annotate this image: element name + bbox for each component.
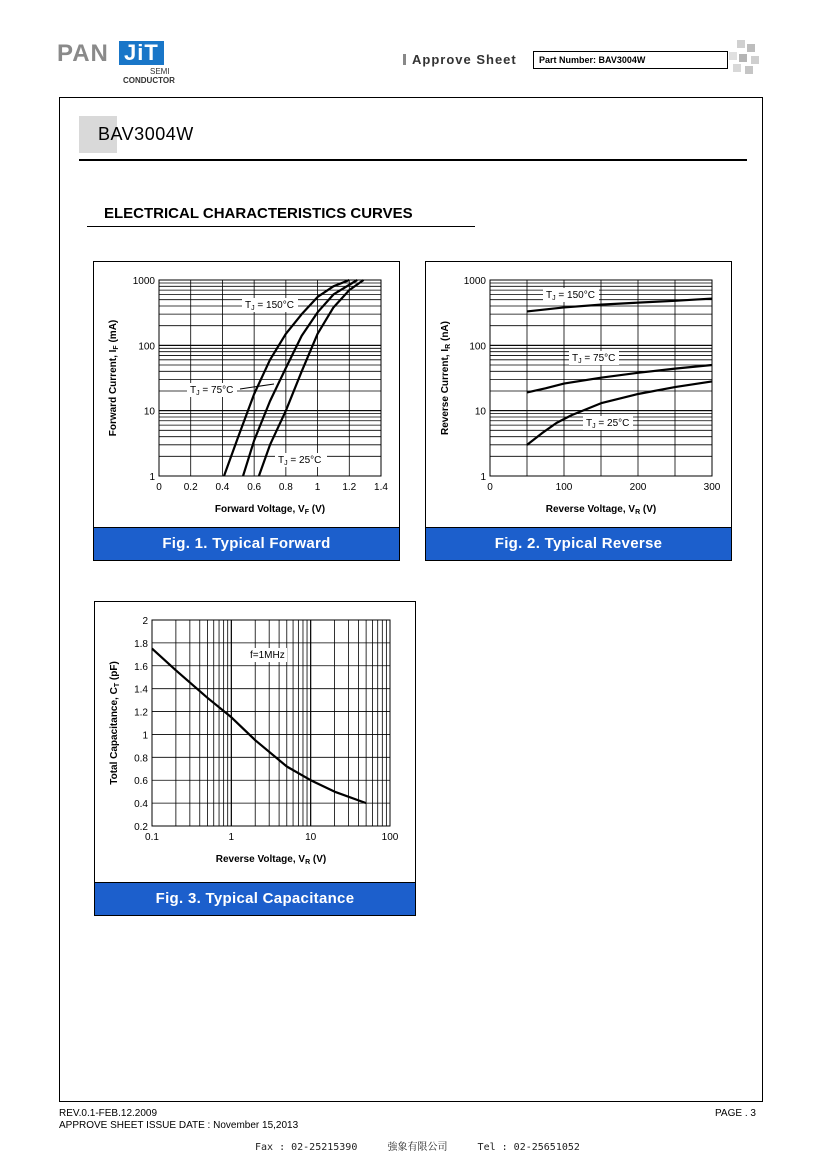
y-tick-label: 100 <box>138 341 155 353</box>
x-tick-label: 300 <box>703 482 721 493</box>
y-tick-label: 1 <box>480 472 486 483</box>
x-tick-label: 0.4 <box>215 482 230 493</box>
logo-word-jit: JiT <box>119 41 164 65</box>
figure-caption: Fig. 2. Typical Reverse <box>426 527 731 560</box>
figure-capacitance <box>94 601 416 916</box>
y-tick-label: 1 <box>149 472 155 483</box>
approve-bar-icon <box>403 54 406 65</box>
logo-word-pan: PAN <box>57 40 109 67</box>
x-axis-label: Forward Voltage, $V_F$ (V) <box>214 504 326 516</box>
figure-caption: Fig. 3. Typical Capacitance <box>95 882 415 915</box>
x-tick-label: 1 <box>228 832 235 843</box>
x-tick-label: 0.8 <box>278 482 293 493</box>
y-tick-label: 1 <box>142 730 148 742</box>
y-tick-label: 10 <box>143 406 155 418</box>
annotation-label: f=1MHz <box>250 650 285 661</box>
figure-reverse <box>425 261 732 561</box>
y-tick-label: 1.4 <box>134 684 148 696</box>
annotation-label: $T_J = 150^\circ C$ <box>546 290 595 302</box>
y-tick-label: 0.2 <box>134 822 148 833</box>
x-tick-label: 200 <box>629 482 647 493</box>
y-tick-label: 0.6 <box>134 776 148 788</box>
figure-forward <box>93 261 400 561</box>
page-frame <box>59 97 763 1102</box>
y-tick-label: 1.8 <box>134 638 148 650</box>
forward-chart <box>94 262 399 527</box>
page-number: PAGE . 3 <box>715 1108 756 1119</box>
x-tick-label: 1.2 <box>342 482 357 493</box>
x-tick-label: 0.1 <box>145 832 159 843</box>
annotation-label: $T_J = 75^\circ C$ <box>190 385 234 397</box>
y-tick-label: 1000 <box>132 276 155 287</box>
x-tick-label: 100 <box>555 482 573 493</box>
series-line <box>527 365 712 392</box>
figure-caption: Fig. 1. Typical Forward <box>94 527 399 560</box>
x-tick-label: 0 <box>156 482 162 493</box>
y-tick-label: 100 <box>469 341 486 353</box>
x-tick-label: 0.2 <box>183 482 198 493</box>
x-tick-label: 1.4 <box>374 482 388 493</box>
annotation-label: $T_J = 75^\circ C$ <box>572 353 616 365</box>
approve-sheet-label: Approve Sheet <box>403 52 517 67</box>
y-tick-label: 1.6 <box>134 661 148 673</box>
checker-decoration-icon <box>725 40 761 76</box>
contact-line: Fax : 02-25215390 強象有限公司 Tel : 02-25651052 <box>255 1142 580 1153</box>
y-axis-label: Forward Current, $I_F$ (mA) <box>108 319 120 437</box>
y-tick-label: 2 <box>142 616 148 627</box>
x-tick-label: 0 <box>487 482 493 493</box>
logo-conductor: CONDUCTOR <box>123 76 175 85</box>
issue-date-label: APPROVE SHEET ISSUE DATE : November 15,2013 <box>59 1120 299 1131</box>
document-title: BAV3004W <box>98 124 194 144</box>
title-rule <box>79 159 747 161</box>
y-axis-label: Reverse Current, $I_R$ (nA) <box>440 321 452 435</box>
x-axis-label: Reverse Voltage, $V_R$ (V) <box>545 504 657 516</box>
annotation-label: $T_J = 25^\circ C$ <box>278 455 322 467</box>
x-tick-label: 100 <box>381 832 399 843</box>
x-tick-label: 1 <box>314 482 321 493</box>
annotation-label: $T_J = 25^\circ C$ <box>586 418 630 430</box>
y-tick-label: 1.2 <box>134 707 148 719</box>
logo-semi: SEMI <box>150 67 170 76</box>
section-rule <box>87 226 475 227</box>
capacitance-chart <box>95 602 415 880</box>
y-axis-label: Total Capacitance, $C_T$ (pF) <box>109 661 121 785</box>
revision-label: REV.0.1-FEB.12.2009 <box>59 1108 158 1119</box>
panjit-logo <box>57 40 182 88</box>
x-tick-label: 10 <box>305 832 317 843</box>
y-tick-label: 0.8 <box>134 753 148 765</box>
x-axis-label: Reverse Voltage, $V_R$ (V) <box>215 854 327 866</box>
annotation-label: $T_J = 150^\circ C$ <box>245 300 294 312</box>
section-heading: ELECTRICAL CHARACTERISTICS CURVES <box>104 205 413 222</box>
x-tick-label: 0.6 <box>247 482 262 493</box>
part-number-box: Part Number: BAV3004W <box>533 51 728 69</box>
y-tick-label: 1000 <box>463 276 486 287</box>
y-tick-label: 0.4 <box>134 799 148 811</box>
y-tick-label: 10 <box>474 406 486 418</box>
reverse-chart <box>426 262 731 527</box>
